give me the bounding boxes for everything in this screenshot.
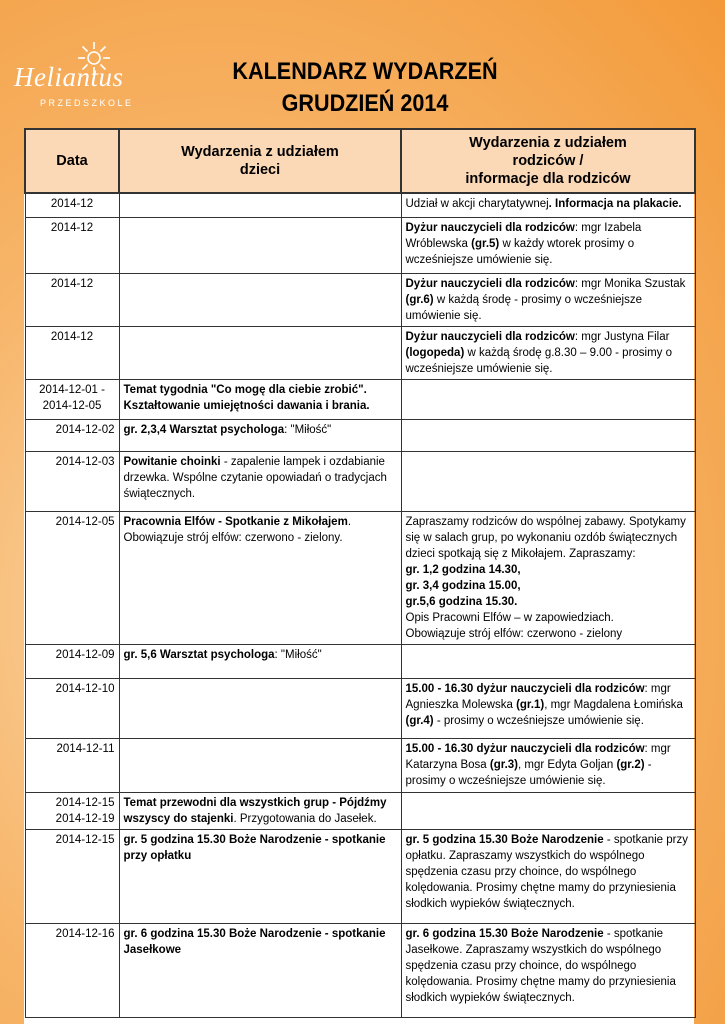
row-date: 2014-12-02 bbox=[25, 419, 119, 451]
events-table bbox=[24, 128, 696, 1018]
row-children: gr. 5,6 Warsztat psychologa: "Miłość" bbox=[119, 644, 401, 678]
row-parents: gr. 5 godzina 15.30 Boże Narodzenie - spotkanie przy opłatku. Zapraszamy wszystkich do wspólnego spędzenia czasu przy choince, do wspólnego kolędowania. Prosimy chętne mamy do przyniesienia słodkich wypieków świątecznych. bbox=[401, 829, 695, 923]
table-row bbox=[25, 217, 695, 273]
table-header-row bbox=[25, 129, 695, 193]
row-date: 2014-12-11 bbox=[25, 738, 119, 792]
table-row bbox=[25, 273, 695, 326]
table-row bbox=[25, 193, 695, 217]
row-children: gr. 6 godzina 15.30 Boże Narodzenie - spotkanie Jasełkowe bbox=[119, 923, 401, 1017]
row-parents: gr. 6 godzina 15.30 Boże Narodzenie - spotkanie Jasełkowe. Zapraszamy wszystkich do wspólnego spędzenia czasu przy choince, do wspólnego kolędowania. Prosimy chętne mamy do przyniesienia słodkich wypieków świątecznych. bbox=[401, 923, 695, 1017]
row-children bbox=[119, 738, 401, 792]
heliantus-logo bbox=[14, 40, 144, 120]
title-line-2: GRUDZIEŃ 2014 bbox=[281, 90, 449, 117]
row-children bbox=[119, 217, 401, 273]
calendar-sheet bbox=[24, 128, 694, 1024]
row-children: Temat tygodnia "Co mogę dla ciebie zrobić". Kształtowanie umiejętności dawania i brania. bbox=[119, 379, 401, 419]
title-line-1: KALENDARZ WYDARZEŃ bbox=[232, 58, 498, 85]
row-children: Pracownia Elfów - Spotkanie z Mikołajem. Obowiązuje strój elfów: czerwono - zielony. bbox=[119, 511, 401, 644]
table-row bbox=[25, 738, 695, 792]
row-children: gr. 2,3,4 Warsztat psychologa: "Miłość" bbox=[119, 419, 401, 451]
page-title bbox=[217, 56, 514, 120]
row-parents bbox=[401, 644, 695, 678]
row-parents: 15.00 - 16.30 dyżur nauczycieli dla rodziców: mgr Katarzyna Bosa (gr.3), mgr Edyta Goljan (gr.2) - prosimy o wcześniejsze umówienie się. bbox=[401, 738, 695, 792]
row-parents bbox=[401, 451, 695, 511]
row-parents: Dyżur nauczycieli dla rodziców: mgr Justyna Filar (logopeda) w każdą środę g.8.30 – 9.00 - prosimy o wcześniejsze umówienie się. bbox=[401, 326, 695, 379]
table-row bbox=[25, 829, 695, 923]
row-date: 2014-12-05 bbox=[25, 511, 119, 644]
logo-name: Heliantus bbox=[14, 62, 124, 92]
logo-subtitle: PRZEDSZKOLE bbox=[40, 98, 134, 108]
table-row bbox=[25, 923, 695, 1017]
row-parents bbox=[401, 379, 695, 419]
row-children bbox=[119, 193, 401, 217]
header-parents: Wydarzenia z udziałem rodziców / informacje dla rodziców bbox=[401, 129, 695, 193]
table-row bbox=[25, 379, 695, 419]
row-parents: Dyżur nauczycieli dla rodziców: mgr Monika Szustak (gr.6) w każdą środę - prosimy o wcześniejsze umówienie się. bbox=[401, 273, 695, 326]
row-date: 2014-12-01 - 2014-12-05 bbox=[25, 379, 119, 419]
row-date: 2014-12-15 bbox=[25, 829, 119, 923]
row-children bbox=[119, 326, 401, 379]
table-row bbox=[25, 644, 695, 678]
row-parents: Zapraszamy rodziców do wspólnej zabawy. Spotykamy się w salach grup, po wykonaniu ozdób świątecznych dzieci spotkają się z Mikołajem. Zapraszamy: gr. 1,2 godzina 14.30, gr. 3,4 godzina 15.00, gr.5,6 godzina 15.30. Opis Pracowni Elfów – w zapowiedziach. Obowiązuje strój elfów: czerwono - zielony bbox=[401, 511, 695, 644]
header-children: Wydarzenia z udziałem dzieci bbox=[119, 129, 401, 193]
row-parents bbox=[401, 419, 695, 451]
table-row bbox=[25, 511, 695, 644]
row-date: 2014-12-03 bbox=[25, 451, 119, 511]
header-date: Data bbox=[25, 129, 119, 193]
row-parents: 15.00 - 16.30 dyżur nauczycieli dla rodziców: mgr Agnieszka Molewska (gr.1), mgr Magdalena Łomińska (gr.4) - prosimy o wcześniejsze umówienie się. bbox=[401, 678, 695, 738]
table-row bbox=[25, 451, 695, 511]
row-children: Temat przewodni dla wszystkich grup - Pójdźmy wszyscy do stajenki. Przygotowania do Jasełek. bbox=[119, 792, 401, 829]
table-row bbox=[25, 326, 695, 379]
row-parents bbox=[401, 792, 695, 829]
row-parents: Dyżur nauczycieli dla rodziców: mgr Izabela Wróblewska (gr.5) w każdy wtorek prosimy o wcześniejsze umówienie się. bbox=[401, 217, 695, 273]
table-row bbox=[25, 419, 695, 451]
row-parents: Udział w akcji charytatywnej. Informacja na plakacie. bbox=[401, 193, 695, 217]
row-date: 2014-12-15 2014-12-19 bbox=[25, 792, 119, 829]
row-date: 2014-12 bbox=[25, 217, 119, 273]
row-children: Powitanie choinki - zapalenie lampek i ozdabianie drzewka. Wspólne czytanie opowiadań o tradycjach świątecznych. bbox=[119, 451, 401, 511]
row-date: 2014-12 bbox=[25, 326, 119, 379]
row-date: 2014-12 bbox=[25, 193, 119, 217]
row-date: 2014-12-09 bbox=[25, 644, 119, 678]
table-row bbox=[25, 792, 695, 829]
row-children: gr. 5 godzina 15.30 Boże Narodzenie - spotkanie przy opłatku bbox=[119, 829, 401, 923]
table-row bbox=[25, 678, 695, 738]
row-children bbox=[119, 273, 401, 326]
row-date: 2014-12-10 bbox=[25, 678, 119, 738]
row-date: 2014-12 bbox=[25, 273, 119, 326]
row-children bbox=[119, 678, 401, 738]
row-date: 2014-12-16 bbox=[25, 923, 119, 1017]
